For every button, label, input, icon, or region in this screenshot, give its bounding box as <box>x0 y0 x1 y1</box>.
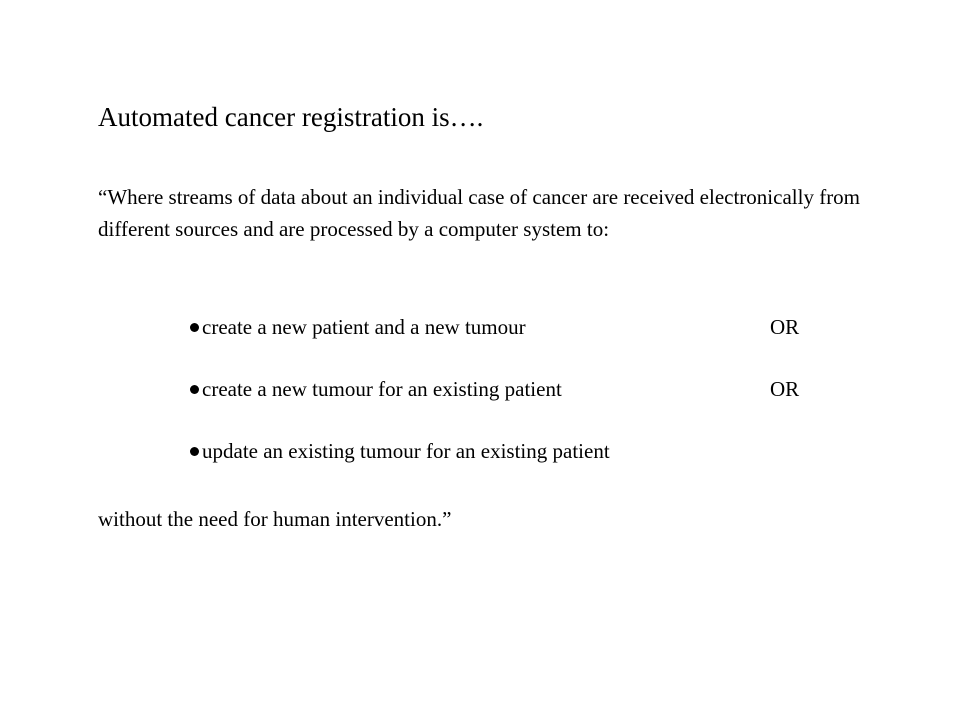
bullet-text: create a new tumour for an existing patient <box>202 377 562 401</box>
bullet-item <box>190 373 830 405</box>
bullet-or-label: OR <box>770 315 800 339</box>
definition-quote <box>98 181 888 245</box>
slide-title: Automated cancer registration is…. <box>98 102 484 132</box>
bullet-text: create a new patient and a new tumour <box>202 315 526 339</box>
bullet-or-label: OR <box>770 377 800 401</box>
bullet-dot-icon <box>190 323 199 332</box>
bullet-text: update an existing tumour for an existing patient <box>202 439 610 463</box>
bullet-item <box>190 311 830 343</box>
bullet-dot-icon <box>190 385 199 394</box>
closing-text: without the need for human intervention.” <box>98 507 452 531</box>
bullet-dot-icon <box>190 447 199 456</box>
quote-intro-text: “Where streams of data about an individual case of cancer are received electronically from different sources and are processed by a computer system to: <box>98 185 861 241</box>
bullet-item <box>190 435 830 467</box>
